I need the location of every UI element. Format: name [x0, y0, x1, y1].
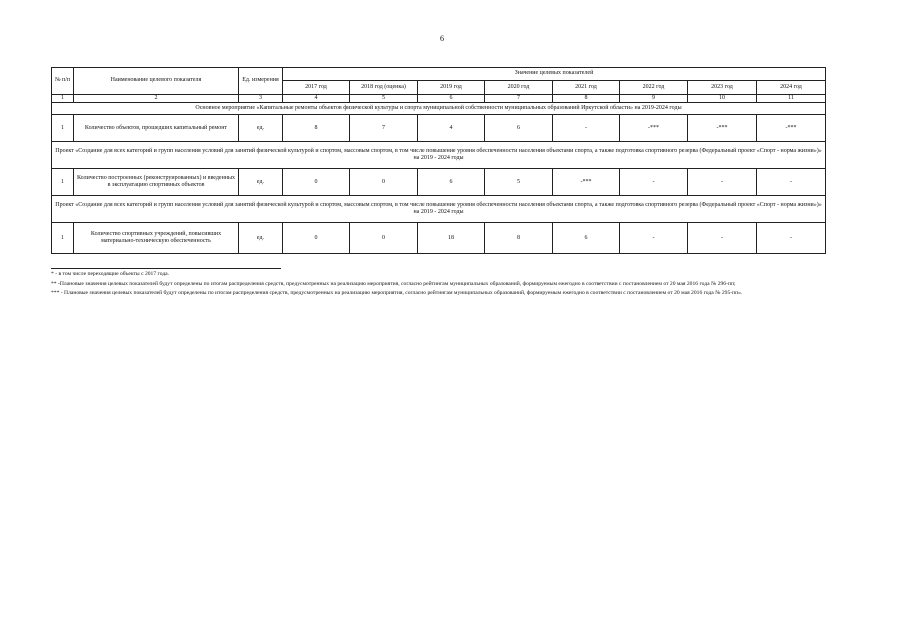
- column-number: 4: [283, 95, 350, 103]
- column-number: 9: [620, 95, 688, 103]
- row-value: 8: [485, 223, 553, 254]
- header-year: 2021 год: [553, 81, 620, 95]
- footnote-divider: [51, 268, 281, 269]
- section-row: [52, 103, 826, 115]
- table-row: [52, 223, 826, 254]
- row-name: Количество объектов, прошедших капитальный ремонт: [74, 115, 239, 142]
- row-value: -: [688, 169, 757, 196]
- row-value: -: [620, 169, 688, 196]
- row-value: 0: [350, 169, 418, 196]
- footnote: ** -Плановые значения целевых показателей будут определены по итогам распределения средств, предусмотренных на реализацию мероприятия, согласно рейтингам муниципальных образований, формируемым ежегодно в соответствии с постановлением от 20 мая 2016 года № 296-пп;: [51, 280, 736, 287]
- section-title: Основное мероприятие «Капитальные ремонты объектов физической культуры и спорта муниципальной собственности муниципальных образований Иркутской области» на 2019-2024 годы: [52, 103, 826, 115]
- page-number: 6: [440, 34, 444, 43]
- column-number: 6: [418, 95, 485, 103]
- row-value: -: [757, 169, 826, 196]
- section-row: [52, 196, 826, 223]
- row-unit: ед.: [239, 169, 283, 196]
- header-year: 2023 год: [688, 81, 757, 95]
- row-value: 0: [283, 223, 350, 254]
- section-row: [52, 142, 826, 169]
- row-value: -: [757, 223, 826, 254]
- indicators-table: [51, 67, 826, 254]
- footnote: * - в том числе переходящие объекты с 2017 года.: [51, 271, 170, 277]
- column-number: 7: [485, 95, 553, 103]
- row-num: 1: [52, 115, 74, 142]
- header-year: 2017 год: [283, 81, 350, 95]
- row-value: 0: [283, 169, 350, 196]
- header-year: 2019 год: [418, 81, 485, 95]
- column-number: 2: [74, 95, 239, 103]
- footnotes: [51, 268, 825, 300]
- column-number: 11: [757, 95, 826, 103]
- row-value: -***: [620, 115, 688, 142]
- row-value: -: [688, 223, 757, 254]
- header-year: 2020 год: [485, 81, 553, 95]
- row-value: 18: [418, 223, 485, 254]
- row-name: Количество построенных (реконструированных) и введенных в эксплуатацию спортивных объектов: [74, 169, 239, 196]
- section-title: Проект «Создание для всех категорий и групп населения условий для занятий физической культурой и спортом, массовым спортом, в том числе повышение уровня обеспеченности населения объектами спорта, а также подготовка спортивного резерва (Федеральный проект «Спорт - норма жизни»)» на 2019 - 2024 годы: [52, 196, 826, 223]
- header-year: 2022 год: [620, 81, 688, 95]
- row-value: 6: [553, 223, 620, 254]
- column-number: 5: [350, 95, 418, 103]
- column-number: 3: [239, 95, 283, 103]
- row-name: Количество спортивных учреждений, повысивших материально-техническую обеспеченность: [74, 223, 239, 254]
- table-row: [52, 169, 826, 196]
- row-value: -: [553, 115, 620, 142]
- row-value: 8: [283, 115, 350, 142]
- header-unit: Ед. измерения: [239, 68, 283, 95]
- column-number: 10: [688, 95, 757, 103]
- row-unit: ед.: [239, 223, 283, 254]
- row-value: -***: [553, 169, 620, 196]
- column-number: 8: [553, 95, 620, 103]
- row-value: 7: [350, 115, 418, 142]
- row-value: 0: [350, 223, 418, 254]
- row-num: 1: [52, 169, 74, 196]
- row-num: 1: [52, 223, 74, 254]
- row-value: -***: [688, 115, 757, 142]
- section-title: Проект «Создание для всех категорий и групп населения условий для занятий физической культурой и спортом, массовым спортом, в том числе повышение уровня обеспеченности населения объектами спорта, а также подготовка спортивного резерва (Федеральный проект «Спорт - норма жизни»)» на 2019 - 2024 годы: [52, 142, 826, 169]
- row-value: 4: [418, 115, 485, 142]
- row-unit: ед.: [239, 115, 283, 142]
- row-value: 5: [485, 169, 553, 196]
- header-year: 2018 год (оценка): [350, 81, 418, 95]
- table-row: [52, 115, 826, 142]
- column-numbers-row: [52, 95, 826, 103]
- footnote: *** - Плановые значения целевых показателей будут определены по итогам распределения средств, предусмотренных на реализацию мероприятия, согласно рейтингам муниципальных образований, формируемым ежегодно в соответствии с постановлением от 20 мая 2016 года № 295-пп».: [51, 290, 743, 297]
- row-value: 6: [485, 115, 553, 142]
- header-name: Наименование целевого показателя: [74, 68, 239, 95]
- row-value: -***: [757, 115, 826, 142]
- header-values-group: Значение целевых показателей: [283, 68, 826, 81]
- header-num: № п/п: [52, 68, 74, 95]
- header-year: 2024 год: [757, 81, 826, 95]
- row-value: 6: [418, 169, 485, 196]
- row-value: -: [620, 223, 688, 254]
- column-number: 1: [52, 95, 74, 103]
